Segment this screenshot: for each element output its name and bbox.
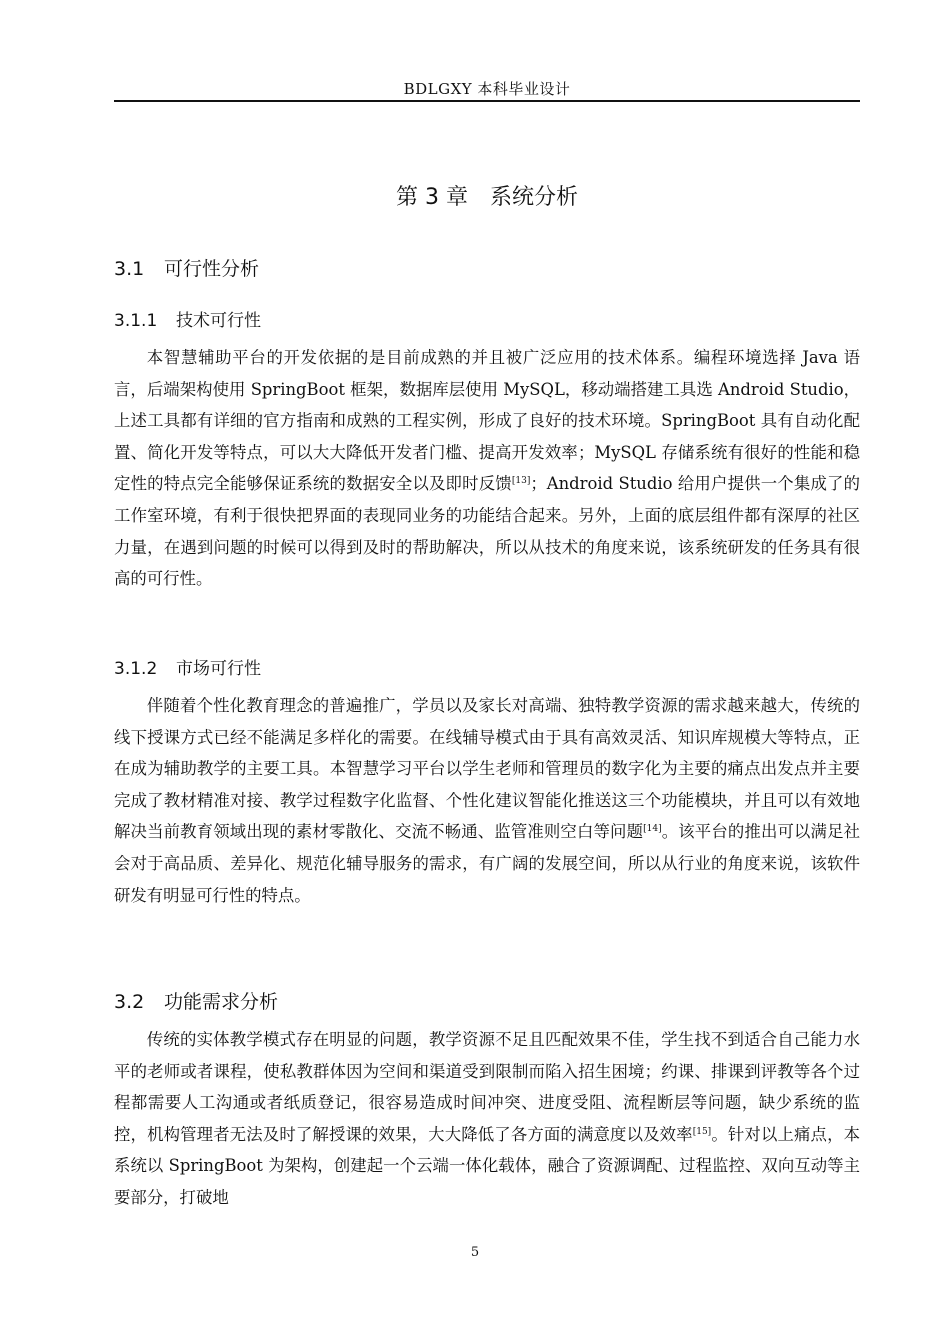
section-heading-3-2 bbox=[114, 987, 278, 1014]
citation-14: [14] bbox=[643, 824, 662, 835]
running-header: BDLGXY 本科毕业设计 bbox=[403, 80, 571, 98]
subsection-heading-3-1-1 bbox=[114, 306, 261, 331]
subsection-heading-3-1-2 bbox=[114, 654, 261, 679]
section-number: 3.2 bbox=[114, 991, 145, 1013]
paragraph-functional-requirements bbox=[114, 1024, 860, 1214]
page-number: 5 bbox=[470, 1245, 480, 1260]
paragraph-text: 本智慧辅助平台的开发依据的是目前成熟的并且被广泛应用的技术体系。编程环境选择 Java 语言，后端架构使用 SpringBoot 框架，数据库层使用 MySQL，移动端搭建工具选 Android Studio，上述工具都有详细的官方指南和成熟的工程实例，形成了良好的技术环境。SpringBoot 具有自动化配置、简化开发等特点，可以大大降低开发者门槛、提高开发效率；MySQL 存储系统有很好的性能和稳定性的特点完全能够保证系统的数据安全以及即时反馈 bbox=[114, 348, 860, 494]
paragraph-text: ；Android Studio 给用户提供一个集成了的工作室环境，有利于很快把界面的表现同业务的功能结合起来。另外，上面的底层组件都有深厚的社区力量，在遇到问题的时候可以得到及时的帮助解决，所以从技术的角度来说，该系统研发的任务具有很高的可行性。 bbox=[114, 474, 861, 589]
paragraph-text: 。针对以上痛点，本系统以 SpringBoot 为架构，创建起一个云端一体化载体，融合了资源调配、过程监控、双向互动等主要部分，打破地 bbox=[114, 1124, 861, 1207]
subsection-title: 技术可行性 bbox=[176, 311, 261, 331]
section-title: 功能需求分析 bbox=[164, 991, 279, 1013]
paragraph-market-feasibility bbox=[114, 690, 860, 911]
subsection-title: 市场可行性 bbox=[176, 659, 261, 679]
section-title: 可行性分析 bbox=[164, 258, 260, 280]
paragraph-technical-feasibility bbox=[114, 342, 860, 595]
paragraph-text: 。该平台的推出可以满足社会对于高品质、差异化、规范化辅导服务的需求，有广阔的发展空间，所以从行业的角度来说，该软件研发有明显可行性的特点。 bbox=[114, 822, 861, 905]
paragraph-text: 伴随着个性化教育理念的普遍推广，学员以及家长对高端、独特教学资源的需求越来越大，传统的线下授课方式已经不能满足多样化的需要。在线辅导模式由于具有高效灵活、知识库规模大等特点，正在成为辅助教学的主要工具。本智慧学习平台以学生老师和管理员的数字化为主要的痛点出发点并主要完成了教材精准对接、教学过程数字化监督、个性化建议智能化推送这三个功能模块，并且可以有效地解决当前教育领域出现的素材零散化、交流不畅通、监管准则空白等问题 bbox=[114, 696, 860, 842]
section-number: 3.1 bbox=[114, 258, 145, 280]
subsection-number: 3.1.2 bbox=[114, 659, 158, 679]
section-heading-3-1 bbox=[114, 254, 259, 281]
subsection-number: 3.1.1 bbox=[114, 311, 158, 331]
chapter-title: 第 3 章 系统分析 bbox=[396, 185, 578, 210]
citation-13: [13] bbox=[511, 476, 531, 487]
paragraph-text: 传统的实体教学模式存在明显的问题，教学资源不足且匹配效果不佳，学生找不到适合自己能力水平的老师或者课程，使私教群体因为空间和渠道受到限制而陷入招生困境；约课、排课到评教等各个过程都需要人工沟通或者纸质登记，很容易造成时间冲突、进度受阻、流程断层等问题，缺少系统的监控，机构管理者无法及时了解授课的效果，大大降低了各方面的满意度以及效率 bbox=[114, 1030, 860, 1144]
citation-15: [15] bbox=[692, 1126, 712, 1137]
header-rule bbox=[114, 100, 860, 102]
